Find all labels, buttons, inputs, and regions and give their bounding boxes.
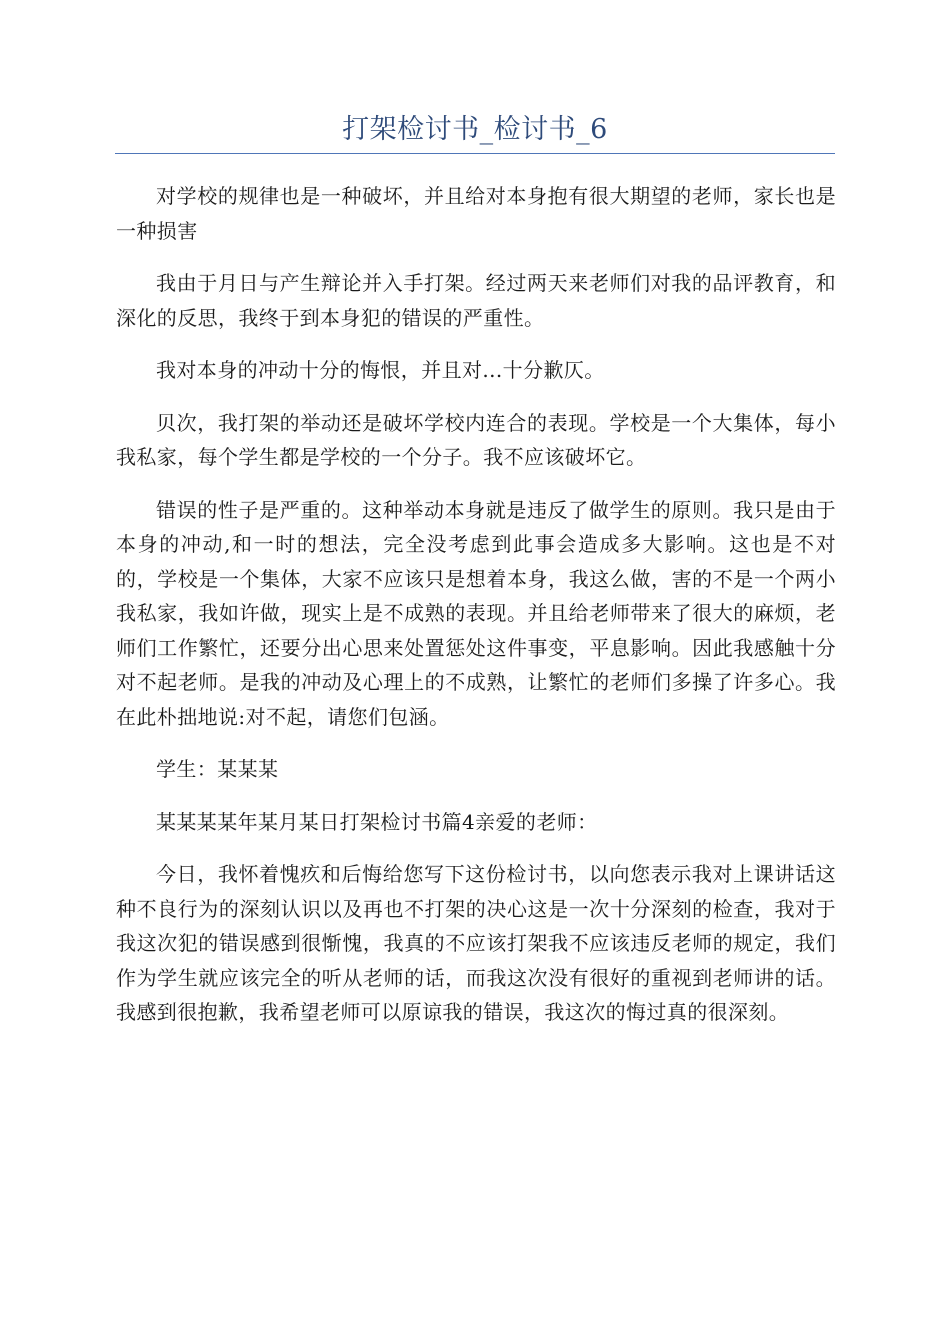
paragraph: 错误的性子是严重的。这种举动本身就是违反了做学生的原则。我只是由于本身的冲动,和一时的想法，完全没考虑到此事会造成多大影响。这也是不对的，学校是一个集体，大家不应该只是想着本身，我这么做，害的不是一个两小我私家，我如许做，现实上是不成熟的表现。并且给老师带来了很大的麻烦，老师们工作繁忙，还要分出心思来处置惩处这件事变，平息影响。因此我感触十分对不起老师。是我的冲动及心理上的不成熟，让繁忙的老师们多操了许多心。我在此朴拙地说:对不起，请您们包涵。 xyxy=(116,497,836,729)
signature-line: 学生：某某某 xyxy=(156,757,279,781)
paragraph: 贝次，我打架的举动还是破坏学校内连合的表现。学校是一个大集体，每小我私家，每个学生都是学校的一个分子。我不应该破坏它。 xyxy=(116,410,836,469)
title-underline xyxy=(115,153,835,154)
paragraph: 对学校的规律也是一种破坏，并且给对本身抱有很大期望的老师，家长也是一种损害 xyxy=(116,184,836,243)
paragraph: 今日，我怀着愧疚和后悔给您写下这份检讨书，以向您表示我对上课讲话这种不良行为的深刻认识以及再也不打架的决心这是一次十分深刻的检查，我对于我这次犯的错误感到很惭愧，我真的不应该打架我不应该违反老师的规定，我们作为学生就应该完全的听从老师的话，而我这次没有很好的重视到老师讲的话。我感到很抱歉，我希望老师可以原谅我的错误，我这次的悔过真的很深刻。 xyxy=(116,862,836,1024)
paragraph: 我对本身的冲动十分的悔恨，并且对...十分歉仄。 xyxy=(156,358,605,382)
document-title: 打架检讨书_检讨书_6 xyxy=(342,114,608,145)
paragraph: 某某某某年某月某日打架检讨书篇4亲爱的老师： xyxy=(156,809,598,834)
document-body xyxy=(116,179,836,1048)
paragraph: 我由于月日与产生辩论并入手打架。经过两天来老师们对我的品评教育，和深化的反思，我终于到本身犯的错误的严重性。 xyxy=(116,271,836,330)
